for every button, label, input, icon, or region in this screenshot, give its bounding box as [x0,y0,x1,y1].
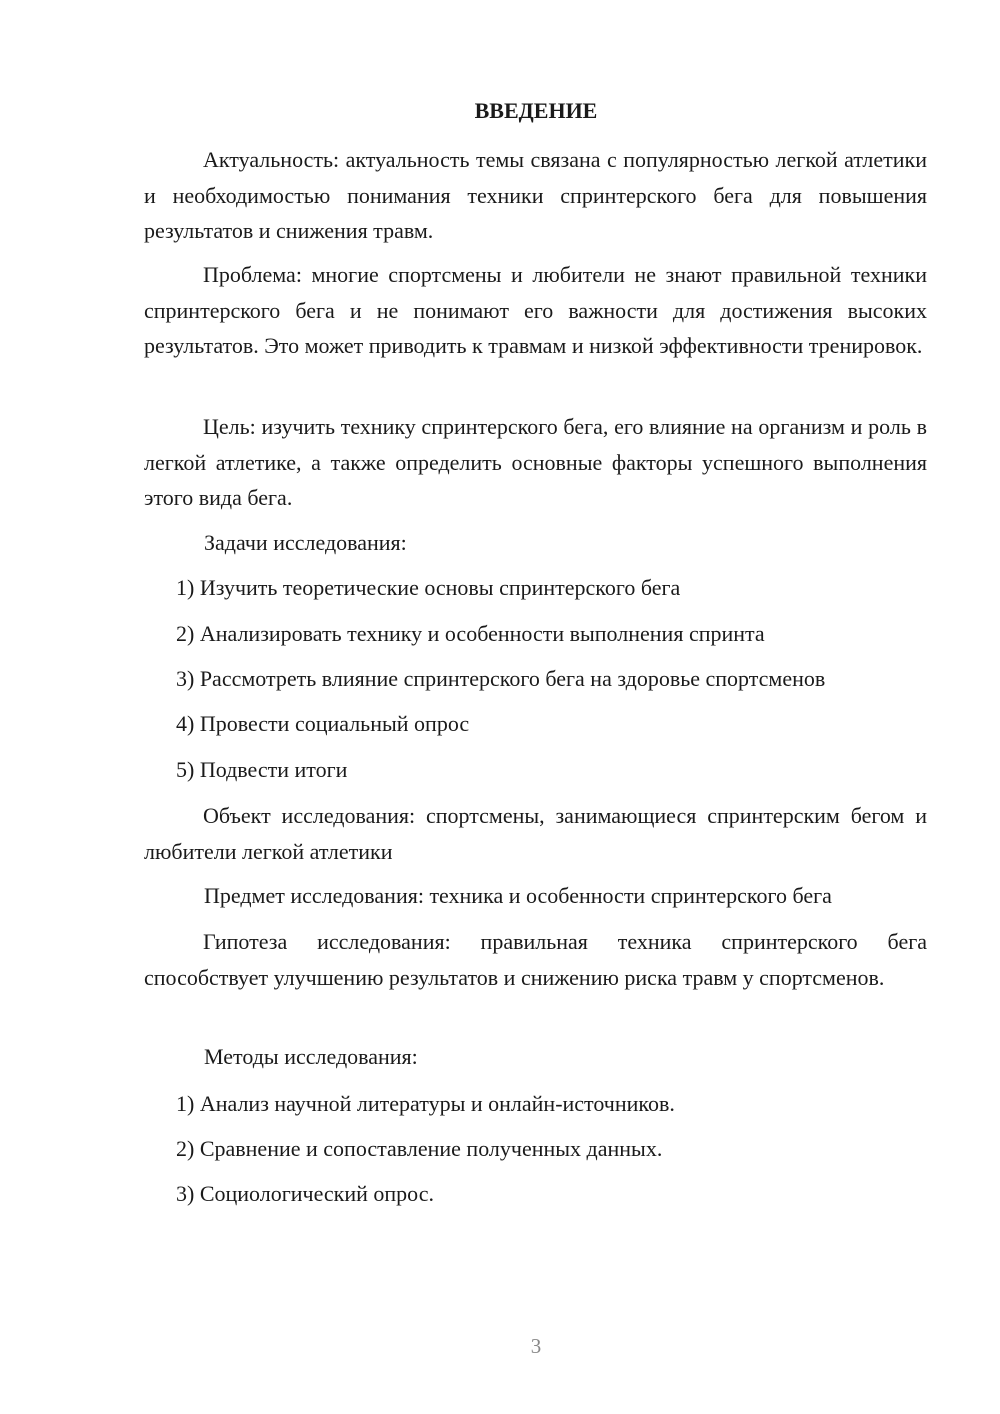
task-item-1: 1) Изучить теоретические основы спринтерского бега [176,575,681,600]
methods-heading: Методы исследования: [204,1044,418,1069]
method-item-2: 2) Сравнение и сопоставление полученных данных. [176,1136,663,1161]
page-number: 3 [530,1334,542,1358]
task-item-2: 2) Анализировать технику и особенности выполнения спринта [176,621,765,646]
method-item-1: 1) Анализ научной литературы и онлайн-источников. [176,1091,675,1116]
tasks-heading: Задачи исследования: [204,530,407,555]
task-item-4: 4) Провести социальный опрос [176,711,470,736]
goal-paragraph: Цель: изучить технику спринтерского бега, его влияние на организм и роль в легкой атлетике, а также определить основные факторы успешного выполнения этого вида бега. [144,414,927,510]
method-item-3: 3) Социологический опрос. [176,1181,434,1206]
task-item-5: 5) Подвести итоги [176,757,348,782]
relevance-paragraph: Актуальность: актуальность темы связана с популярностью легкой атлетики и необходимостью понимания техники спринтерского бега для повышения результатов и снижения травм. [144,147,927,243]
hypothesis-paragraph: Гипотеза исследования: правильная техника спринтерского бега способствует улучшению результатов и снижению риска травм у спортсменов. [144,929,927,990]
problem-paragraph: Проблема: многие спортсмены и любители не знают правильной техники спринтерского бега и не понимают его важности для достижения высоких результатов. Это может приводить к травмам и низкой эффективности тренировок. [144,262,927,358]
subject-paragraph: Предмет исследования: техника и особенности спринтерского бега [204,883,832,908]
task-item-3: 3) Рассмотреть влияние спринтерского бега на здоровье спортсменов [176,666,826,691]
section-title: ВВЕДЕНИЕ [474,98,598,123]
object-paragraph: Объект исследования: спортсмены, занимающиеся спринтерским бегом и любители легкой атлетики [144,803,927,864]
